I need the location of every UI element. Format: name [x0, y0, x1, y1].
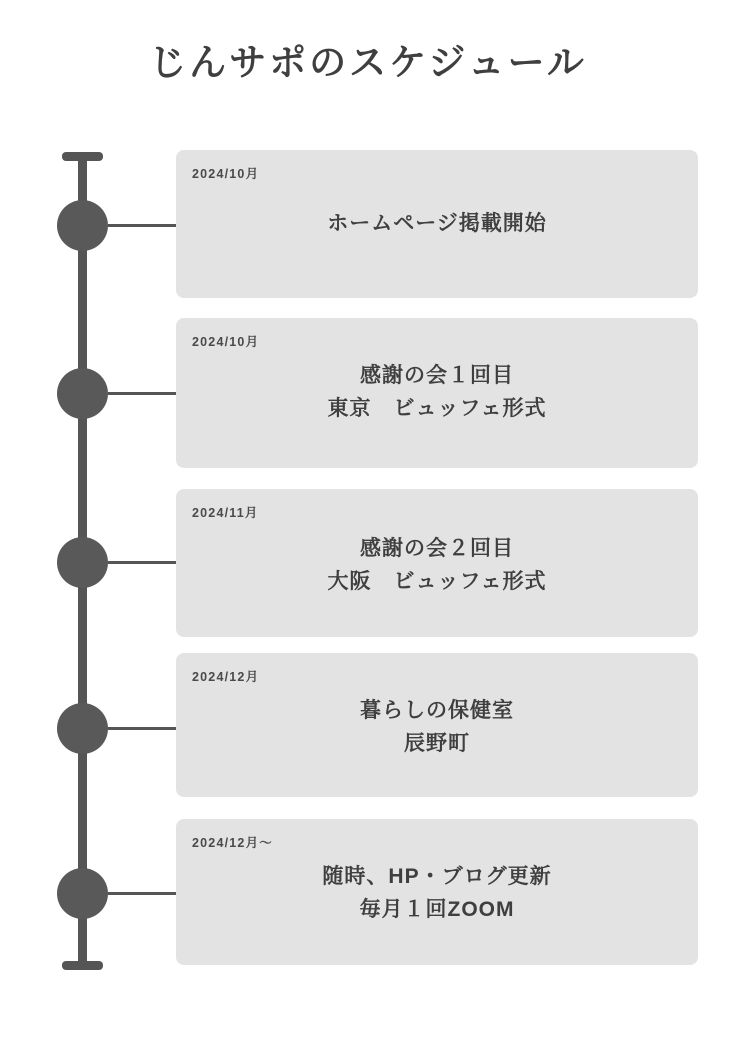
timeline-connector	[108, 392, 178, 395]
card-text-line: 暮らしの保健室	[360, 699, 514, 722]
card-text-line: 大阪 ビュッフェ形式	[327, 569, 547, 593]
timeline-rail-cap-bottom	[62, 961, 103, 970]
card-date: 2024/10月	[192, 167, 260, 181]
card-date: 2024/10月	[192, 335, 260, 349]
page-title: じんサポのスケジュール	[149, 42, 587, 83]
card-date: 2024/11月	[192, 506, 259, 520]
timeline-rail-cap-top	[62, 152, 103, 161]
timeline-card[interactable]	[176, 318, 698, 468]
card-date: 2024/12月	[192, 670, 260, 684]
timeline-card[interactable]	[176, 653, 698, 797]
card-text-line: 感謝の会２回目	[360, 537, 514, 560]
card-text-line: 毎月１回ZOOM	[359, 897, 515, 921]
timeline-node	[57, 537, 108, 588]
timeline-connector	[108, 892, 178, 895]
card-text-line: ホームページ掲載開始	[327, 212, 547, 235]
timeline-node	[57, 703, 108, 754]
timeline-node	[57, 200, 108, 251]
timeline-connector	[108, 561, 178, 564]
timeline-node	[57, 868, 108, 919]
card-text-line: 感謝の会１回目	[360, 364, 514, 387]
timeline-card[interactable]	[176, 489, 698, 637]
card-text-line: 辰野町	[404, 731, 470, 755]
card-text-line: 随時、HP・ブログ更新	[322, 865, 552, 888]
timeline-card[interactable]	[176, 819, 698, 965]
timeline-card[interactable]	[176, 150, 698, 298]
card-text-line: 東京 ビュッフェ形式	[327, 396, 547, 420]
card-date: 2024/12月〜	[192, 836, 273, 850]
timeline-connector	[108, 727, 178, 730]
timeline-connector	[108, 224, 178, 227]
timeline-node	[57, 368, 108, 419]
